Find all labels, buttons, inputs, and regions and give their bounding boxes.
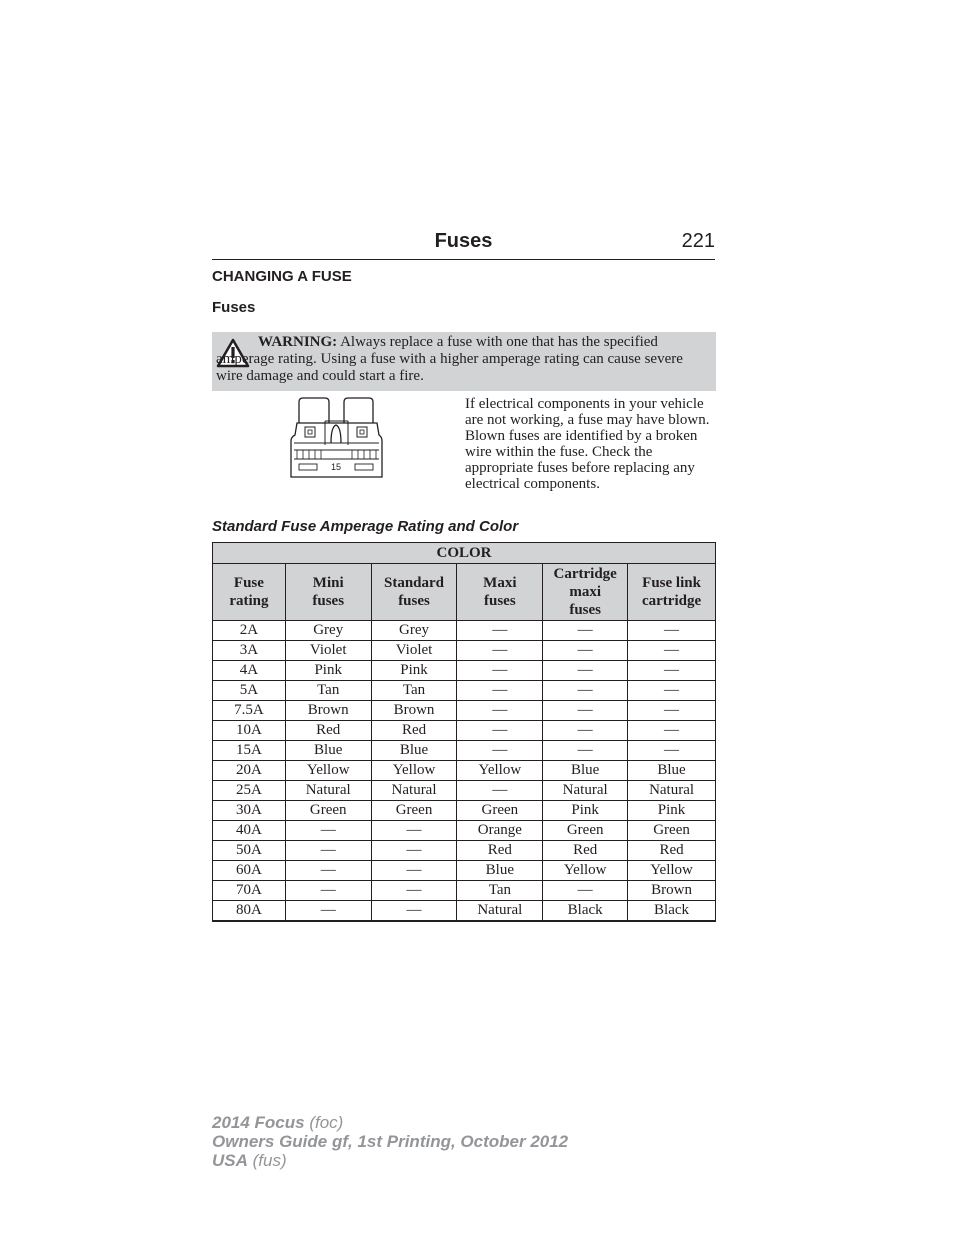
fuse-color-cell: Brown: [371, 701, 457, 721]
column-header: [371, 564, 457, 621]
fuse-color-cell: —: [457, 641, 543, 661]
table-row: [213, 841, 716, 861]
fuse-color-cell: —: [628, 621, 716, 641]
subsection-heading: Fuses: [212, 299, 256, 316]
fuse-rating-table: [212, 542, 716, 922]
page-number: 221: [681, 230, 715, 252]
column-header-line: Maxi: [483, 575, 517, 591]
table-row: [213, 641, 716, 661]
column-header-line: Fuse link: [642, 575, 701, 591]
warning-text: [216, 334, 698, 385]
table-row: [213, 681, 716, 701]
fuse-color-cell: —: [285, 861, 371, 881]
fuse-color-cell: Tan: [285, 681, 371, 701]
fuse-color-cell: Pink: [628, 801, 716, 821]
fuse-color-cell: —: [543, 881, 628, 901]
fuse-color-cell: —: [457, 741, 543, 761]
fuse-color-cell: Grey: [285, 621, 371, 641]
fuse-color-cell: Green: [371, 801, 457, 821]
fuse-color-cell: —: [285, 901, 371, 922]
fuse-color-cell: Yellow: [628, 861, 716, 881]
fuse-color-cell: —: [543, 681, 628, 701]
fuse-rating-cell: 30A: [213, 801, 286, 821]
fuse-color-cell: —: [371, 821, 457, 841]
fuse-color-cell: Brown: [285, 701, 371, 721]
fuse-color-cell: —: [457, 701, 543, 721]
footer-model-code: (foc): [304, 1113, 344, 1132]
column-header-line: cartridge: [641, 593, 702, 609]
footer-line-2: [212, 1132, 568, 1151]
column-header-line: Standard: [384, 575, 445, 591]
fuse-color-cell: Violet: [285, 641, 371, 661]
footer-market-code: (fus): [247, 1151, 287, 1170]
fuse-color-cell: Green: [628, 821, 716, 841]
column-header: [285, 564, 371, 621]
fuse-color-cell: Yellow: [543, 861, 628, 881]
warning-box: [212, 332, 716, 391]
fuse-rating-cell: 7.5A: [213, 701, 286, 721]
fuse-color-cell: —: [628, 721, 716, 741]
table-row: [213, 761, 716, 781]
fuse-color-cell: Brown: [628, 881, 716, 901]
fuse-color-cell: —: [543, 621, 628, 641]
table-row: [213, 781, 716, 801]
column-header-line: maxi: [569, 584, 601, 600]
fuse-color-cell: —: [371, 841, 457, 861]
fuse-color-cell: —: [285, 821, 371, 841]
fuse-rating-cell: 5A: [213, 681, 286, 701]
table-row: [213, 721, 716, 741]
footer-line-3: [212, 1151, 568, 1170]
fuse-rating-cell: 3A: [213, 641, 286, 661]
table-row: [213, 821, 716, 841]
page-footer: [212, 1113, 568, 1170]
fuse-color-cell: Red: [285, 721, 371, 741]
column-header-line: Cartridge: [553, 566, 617, 582]
table-caption: Standard Fuse Amperage Rating and Color: [212, 518, 519, 535]
fuse-color-cell: Green: [457, 801, 543, 821]
fuse-color-cell: —: [457, 681, 543, 701]
table-row: [213, 701, 716, 721]
fuse-color-cell: —: [628, 701, 716, 721]
fuse-color-cell: Black: [543, 901, 628, 922]
fuse-color-cell: —: [457, 781, 543, 801]
fuse-color-cell: Blue: [371, 741, 457, 761]
fuse-color-cell: Natural: [543, 781, 628, 801]
table-row: [213, 621, 716, 641]
column-header-line: fuses: [569, 602, 601, 618]
fuse-rating-cell: 2A: [213, 621, 286, 641]
table-row: [213, 861, 716, 881]
table-group-header: COLOR: [213, 543, 716, 564]
fuse-color-cell: Green: [285, 801, 371, 821]
fuse-rating-cell: 15A: [213, 741, 286, 761]
fuse-rating-cell: 40A: [213, 821, 286, 841]
column-header: [457, 564, 543, 621]
column-header: [213, 564, 286, 621]
fuse-color-cell: —: [457, 721, 543, 741]
fuse-color-cell: Tan: [457, 881, 543, 901]
fuse-rating-cell: 80A: [213, 901, 286, 922]
column-header-line: Mini: [312, 575, 344, 591]
column-header-line: Fuse: [233, 575, 264, 591]
column-header-line: fuses: [312, 593, 345, 609]
fuse-color-cell: Red: [628, 841, 716, 861]
fuse-rating-cell: 10A: [213, 721, 286, 741]
fuse-color-cell: Green: [543, 821, 628, 841]
fuse-color-cell: Natural: [628, 781, 716, 801]
fuse-color-cell: —: [371, 861, 457, 881]
fuse-rating-cell: 4A: [213, 661, 286, 681]
fuse-description: If electrical components in your vehicle are not working, a fuse may have blown. Blown fuses are identified by a broken wire within the fuse. Check the appropriate fuses before replacing any electrical components.: [465, 396, 710, 492]
fuse-color-cell: Blue: [628, 761, 716, 781]
fuse-rating-cell: 25A: [213, 781, 286, 801]
fuse-color-cell: —: [285, 881, 371, 901]
warning-lead: WARNING:: [258, 334, 338, 350]
table-row: [213, 661, 716, 681]
footer-market: USA: [212, 1151, 248, 1170]
fuse-color-cell: —: [543, 641, 628, 661]
column-header-line: fuses: [398, 593, 430, 609]
fuse-color-cell: Natural: [457, 901, 543, 922]
fuse-amperage-label: 15: [330, 462, 342, 472]
fuse-color-cell: Blue: [457, 861, 543, 881]
fuse-color-cell: Black: [628, 901, 716, 922]
fuse-rating-cell: 50A: [213, 841, 286, 861]
fuse-color-cell: —: [371, 901, 457, 922]
fuse-color-cell: Tan: [371, 681, 457, 701]
fuse-color-cell: —: [371, 881, 457, 901]
footer-line-1: [212, 1113, 568, 1132]
fuse-color-cell: Orange: [457, 821, 543, 841]
fuse-color-cell: Yellow: [371, 761, 457, 781]
fuse-color-cell: Red: [543, 841, 628, 861]
table-row: [213, 801, 716, 821]
fuse-color-cell: Yellow: [285, 761, 371, 781]
fuse-color-cell: —: [628, 681, 716, 701]
fuse-illustration: [289, 397, 384, 479]
footer-model: 2014 Focus: [212, 1113, 305, 1132]
fuse-color-cell: —: [285, 841, 371, 861]
fuse-color-cell: Natural: [285, 781, 371, 801]
fuse-color-cell: Natural: [371, 781, 457, 801]
fuse-color-cell: Red: [371, 721, 457, 741]
fuse-color-cell: —: [628, 741, 716, 761]
fuse-color-cell: —: [543, 741, 628, 761]
fuse-color-cell: —: [457, 661, 543, 681]
table-row: [213, 741, 716, 761]
fuse-color-cell: —: [543, 661, 628, 681]
warning-body: Always replace a fuse with one that has the specified amperage rating. Using a fuse with a higher amperage rating can cause severe wire damage and could start a fire.: [216, 334, 683, 384]
fuse-color-cell: —: [457, 621, 543, 641]
fuse-rating-cell: 70A: [213, 881, 286, 901]
fuse-rating-cell: 60A: [213, 861, 286, 881]
fuse-color-cell: Grey: [371, 621, 457, 641]
section-heading: CHANGING A FUSE: [212, 268, 352, 285]
fuse-color-cell: —: [628, 661, 716, 681]
fuse-color-cell: Pink: [371, 661, 457, 681]
fuse-color-cell: —: [543, 721, 628, 741]
page-header: [212, 230, 715, 260]
fuse-color-cell: Blue: [543, 761, 628, 781]
fuse-color-cell: Pink: [285, 661, 371, 681]
table-row: [213, 901, 716, 922]
fuse-color-cell: Yellow: [457, 761, 543, 781]
fuse-color-cell: —: [543, 701, 628, 721]
fuse-color-cell: Red: [457, 841, 543, 861]
page-title: Fuses: [434, 230, 493, 252]
fuse-rating-cell: 20A: [213, 761, 286, 781]
footer-edition: Owners Guide gf, 1st Printing, October 2012: [212, 1132, 569, 1151]
column-header: [628, 564, 716, 621]
fuse-color-cell: —: [628, 641, 716, 661]
column-header: [543, 564, 628, 621]
fuse-color-cell: Blue: [285, 741, 371, 761]
fuse-color-cell: Pink: [543, 801, 628, 821]
column-header-line: rating: [229, 593, 269, 609]
column-header-line: fuses: [484, 593, 516, 609]
table-row: [213, 881, 716, 901]
fuse-color-cell: Violet: [371, 641, 457, 661]
